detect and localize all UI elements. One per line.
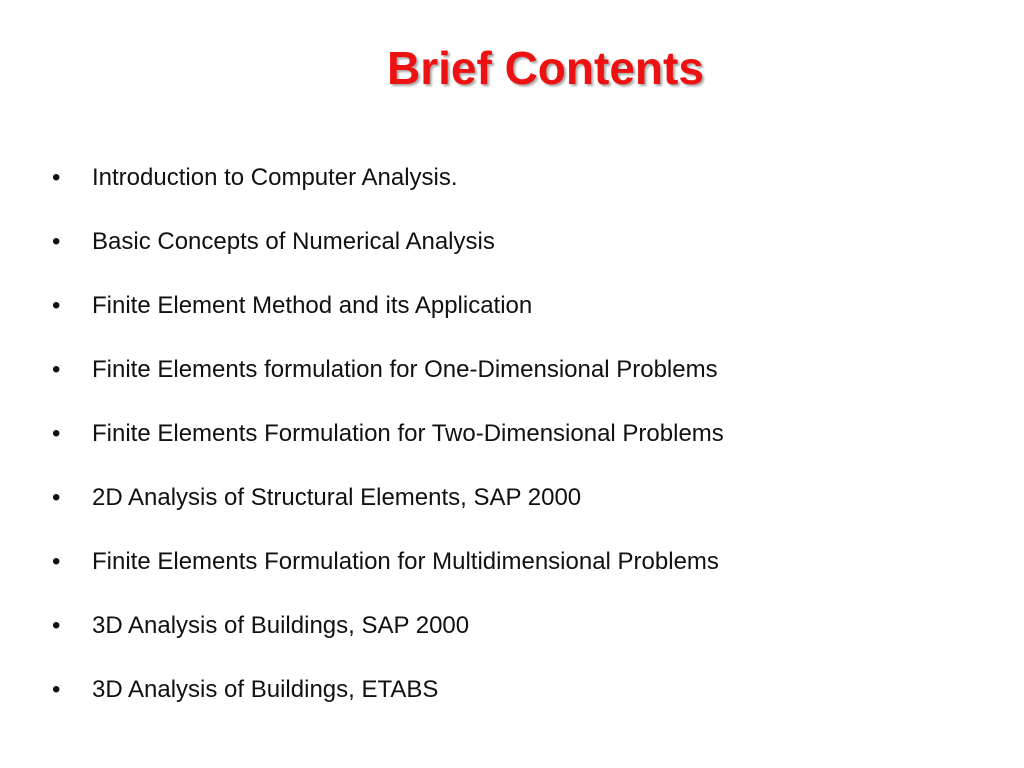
bullet-icon: • [52,228,61,255]
list-item [52,146,724,210]
list-item-text: Finite Element Method and its Application [92,292,533,319]
list-item-text: Finite Elements Formulation for Multidimensional Problems [92,548,719,575]
bullet-icon: • [52,164,61,191]
bullet-icon: • [52,420,61,447]
bullet-icon: • [52,292,61,319]
bullet-icon: • [52,548,61,575]
list-item-text: 3D Analysis of Buildings, SAP 2000 [92,612,470,639]
bullet-list [52,146,724,722]
list-item [52,466,724,530]
list-item [52,594,724,658]
bullet-icon: • [52,356,61,383]
bullet-icon: • [52,676,61,703]
list-item [52,274,724,338]
slide-title: Brief Contents [387,42,704,94]
list-item-text: 3D Analysis of Buildings, ETABS [92,676,439,703]
list-item [52,658,724,722]
list-item [52,338,724,402]
list-item [52,530,724,594]
list-item-text: Introduction to Computer Analysis. [92,164,458,191]
list-item-text: 2D Analysis of Structural Elements, SAP 2000 [92,484,582,511]
list-item-text: Basic Concepts of Numerical Analysis [92,228,495,255]
list-item [52,210,724,274]
list-item [52,402,724,466]
list-item-text: Finite Elements formulation for One-Dimensional Problems [92,356,718,383]
list-item-text: Finite Elements Formulation for Two-Dimensional Problems [92,420,724,447]
bullet-icon: • [52,484,61,511]
bullet-icon: • [52,612,61,639]
